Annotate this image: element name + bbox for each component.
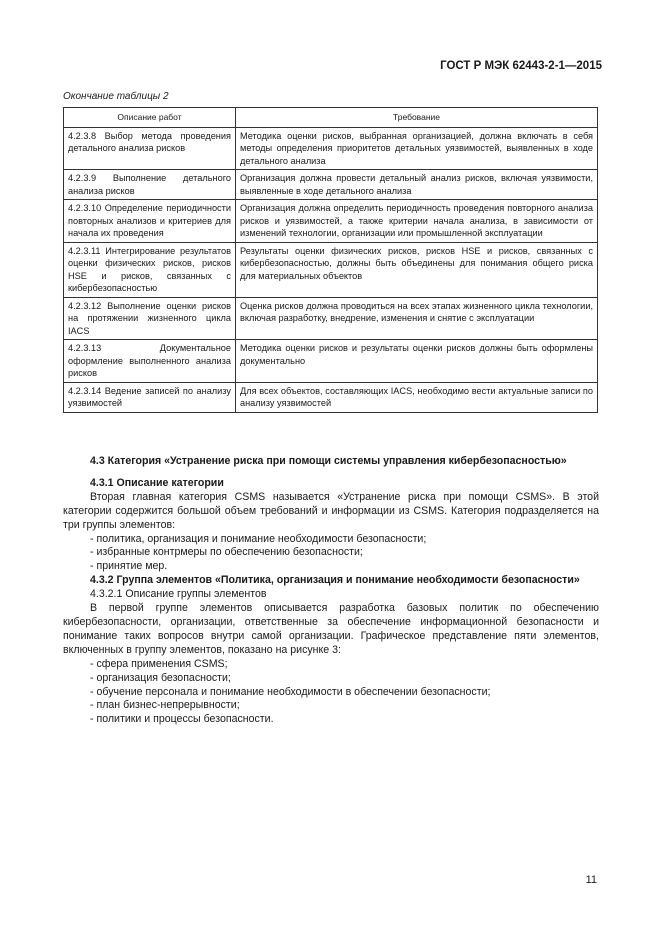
table-row	[64, 382, 598, 412]
table-row	[64, 200, 598, 243]
requirements-table	[63, 107, 598, 413]
list-item: - избранные контрмеры по обеспечению безопасности;	[90, 546, 363, 559]
table-row	[64, 127, 598, 170]
subsection-heading: 4.3.1 Описание категории	[90, 476, 224, 489]
table-cell-work: 4.2.3.13 Документальное оформление выполненного анализа рисков	[64, 340, 236, 383]
section-heading: 4.3 Категория «Устранение риска при помощи системы управления кибербезопасностью»	[90, 455, 567, 467]
table-cell-requirement: Методика оценки рисков, выбранная организацией, должна включать в себя методы определения приоритетов детальных уязвимостей, выявленных в ходе детального анализа	[236, 127, 598, 170]
list-item: - план бизнес-непрерывности;	[90, 699, 240, 712]
table-cell-work: 4.2.3.12 Выполнение оценки рисков на протяжении жизненного цикла IACS	[64, 297, 236, 340]
table-cell-requirement: Организация должна определить периодичность проведения повторного анализа рисков и уязвимостей, а также критерии начала анализа, в зависимости от изменений технологии, организации или промышленной эксплуатации	[236, 200, 598, 243]
table-header-row	[64, 108, 598, 128]
table-row	[64, 242, 598, 297]
paragraph: В первой группе элементов описывается разработка базовых политик по обеспечению кибербезопасности, организации, ответственные за обеспечение информационной безопасности и понимание таких вопросов внутри самой организации. Графическое представление пяти элементов, включенных в группу элементов, показано на рисунке 3:	[63, 602, 599, 656]
list-item: - обучение персонала и понимание необходимости в обеспечении безопасности;	[90, 685, 491, 698]
list-item: - организация безопасности;	[90, 671, 231, 684]
list-item: - политика, организация и понимание необходимости безопасности;	[90, 532, 427, 545]
table-row	[64, 170, 598, 200]
table-cell-requirement: Методика оценки рисков и результаты оценки рисков должны быть оформлены документально	[236, 340, 598, 383]
table-cell-requirement: Организация должна провести детальный анализ рисков, включая уязвимости, выявленные в ходе детального анализа	[236, 170, 598, 200]
table-cell-requirement: Оценка рисков должна проводиться на всех этапах жизненного цикла технологии, включая разработку, внедрение, изменения и снятие с эксплуатации	[236, 297, 598, 340]
sub-subsection-heading: 4.3.2.1 Описание группы элементов	[90, 588, 267, 601]
table-cell-requirement: Для всех объектов, составляющих IACS, необходимо вести актуальные записи по анализу уязвимостей	[236, 382, 598, 412]
table-cell-work: 4.2.3.10 Определение периодичности повторных анализов и критериев для начала их проведения	[64, 200, 236, 243]
paragraph: Вторая главная категория CSMS называется «Устранение риска при помощи CSMS». В этой категории содержится большой объем требований и информации из CSMS. Категория подразделяется на три группы элементов:	[63, 490, 599, 531]
subsection-heading: 4.3.2 Группа элементов «Политика, организация и понимание необходимости безопасности»	[90, 574, 580, 587]
table-cell-work: 4.2.3.9 Выполнение детального анализа рисков	[64, 170, 236, 200]
table-caption: Окончание таблицы 2	[63, 91, 169, 102]
list-item: - принятие мер.	[90, 560, 168, 573]
table-row	[64, 340, 598, 383]
column-header-requirement: Требование	[236, 108, 598, 128]
table-cell-work: 4.2.3.8 Выбор метода проведения детального анализа рисков	[64, 127, 236, 170]
table-cell-requirement: Результаты оценки физических рисков, рисков HSE и рисков, связанных с кибербезопасностью, должны быть объединены для понимания общего риска для материальных объектов	[236, 242, 598, 297]
table-cell-work: 4.2.3.11 Интегрирование результатов оценки физических рисков, рисков HSE и рисков, связанных с кибербезопасностью	[64, 242, 236, 297]
document-header: ГОСТ Р МЭК 62443-2-1—2015	[440, 60, 602, 72]
table-cell-work: 4.2.3.14 Ведение записей по анализу уязвимостей	[64, 382, 236, 412]
list-item: - сфера применения CSMS;	[90, 657, 228, 670]
page-number: 11	[585, 874, 597, 886]
list-item: - политики и процессы безопасности.	[90, 713, 274, 726]
section-body	[63, 455, 599, 727]
table-row	[64, 297, 598, 340]
column-header-work: Описание работ	[64, 108, 236, 128]
